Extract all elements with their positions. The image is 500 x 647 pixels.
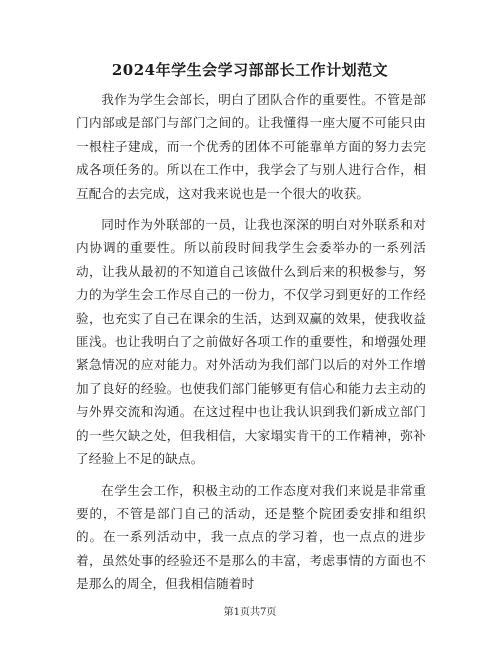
paragraph-2: 同时作为外联部的一员，让我也深深的明白对外联系和对内协调的重要性。所以前段时间我学生会委举办的一系列活动，让我从最初的不知道自己该做什么到后来的积极参与，努力的为学生会工作尽自己的一份力，不仅学习到更好的工作经验，也充实了自己在课余的生活，达到双赢的效果，使我收益匪浅。也让我明白了之前做好各项工作的重要性，和增强处理紧急情况的应对能力。对外活动为我们部门以后的对外工作增加了良好的经验。也使我们部门能够更有信心和能力去主动的与外界交流和沟通。在这过程中也让我认识到我们新成立部门的一些欠缺之处，但我相信，大家塌实肯干的工作精神，弥补了经验上不足的缺点。: [76, 217, 426, 467]
paragraph-1: 我作为学生会部长，明白了团队合作的重要性。不管是部门内部或是部门与部门之间的。让我懂得一座大厦不可能只由一根柱子建成，而一个优秀的团体不可能靠单方面的努力去完成各项任务的。所以在工作中，我学会了与别人进行合作，相互配合的去完成，这对我来说也是一个很大的收获。: [76, 92, 426, 201]
paragraph-3: 在学生会工作，积极主动的工作态度对我们来说是非常重要的，不管是部门自己的活动，还是整个院团委安排和组织的。在一系列活动中，我一点点的学习着，也一点点的进步着，虽然处事的经验还不是那么的丰富，考虑事情的方面也不是那么的周全，但我相信随着时: [76, 482, 426, 592]
document-title: 2024年学生会学习部部长工作计划范文: [111, 61, 389, 79]
page-number: 第1页共7页: [223, 607, 277, 618]
document-body: [76, 88, 426, 604]
